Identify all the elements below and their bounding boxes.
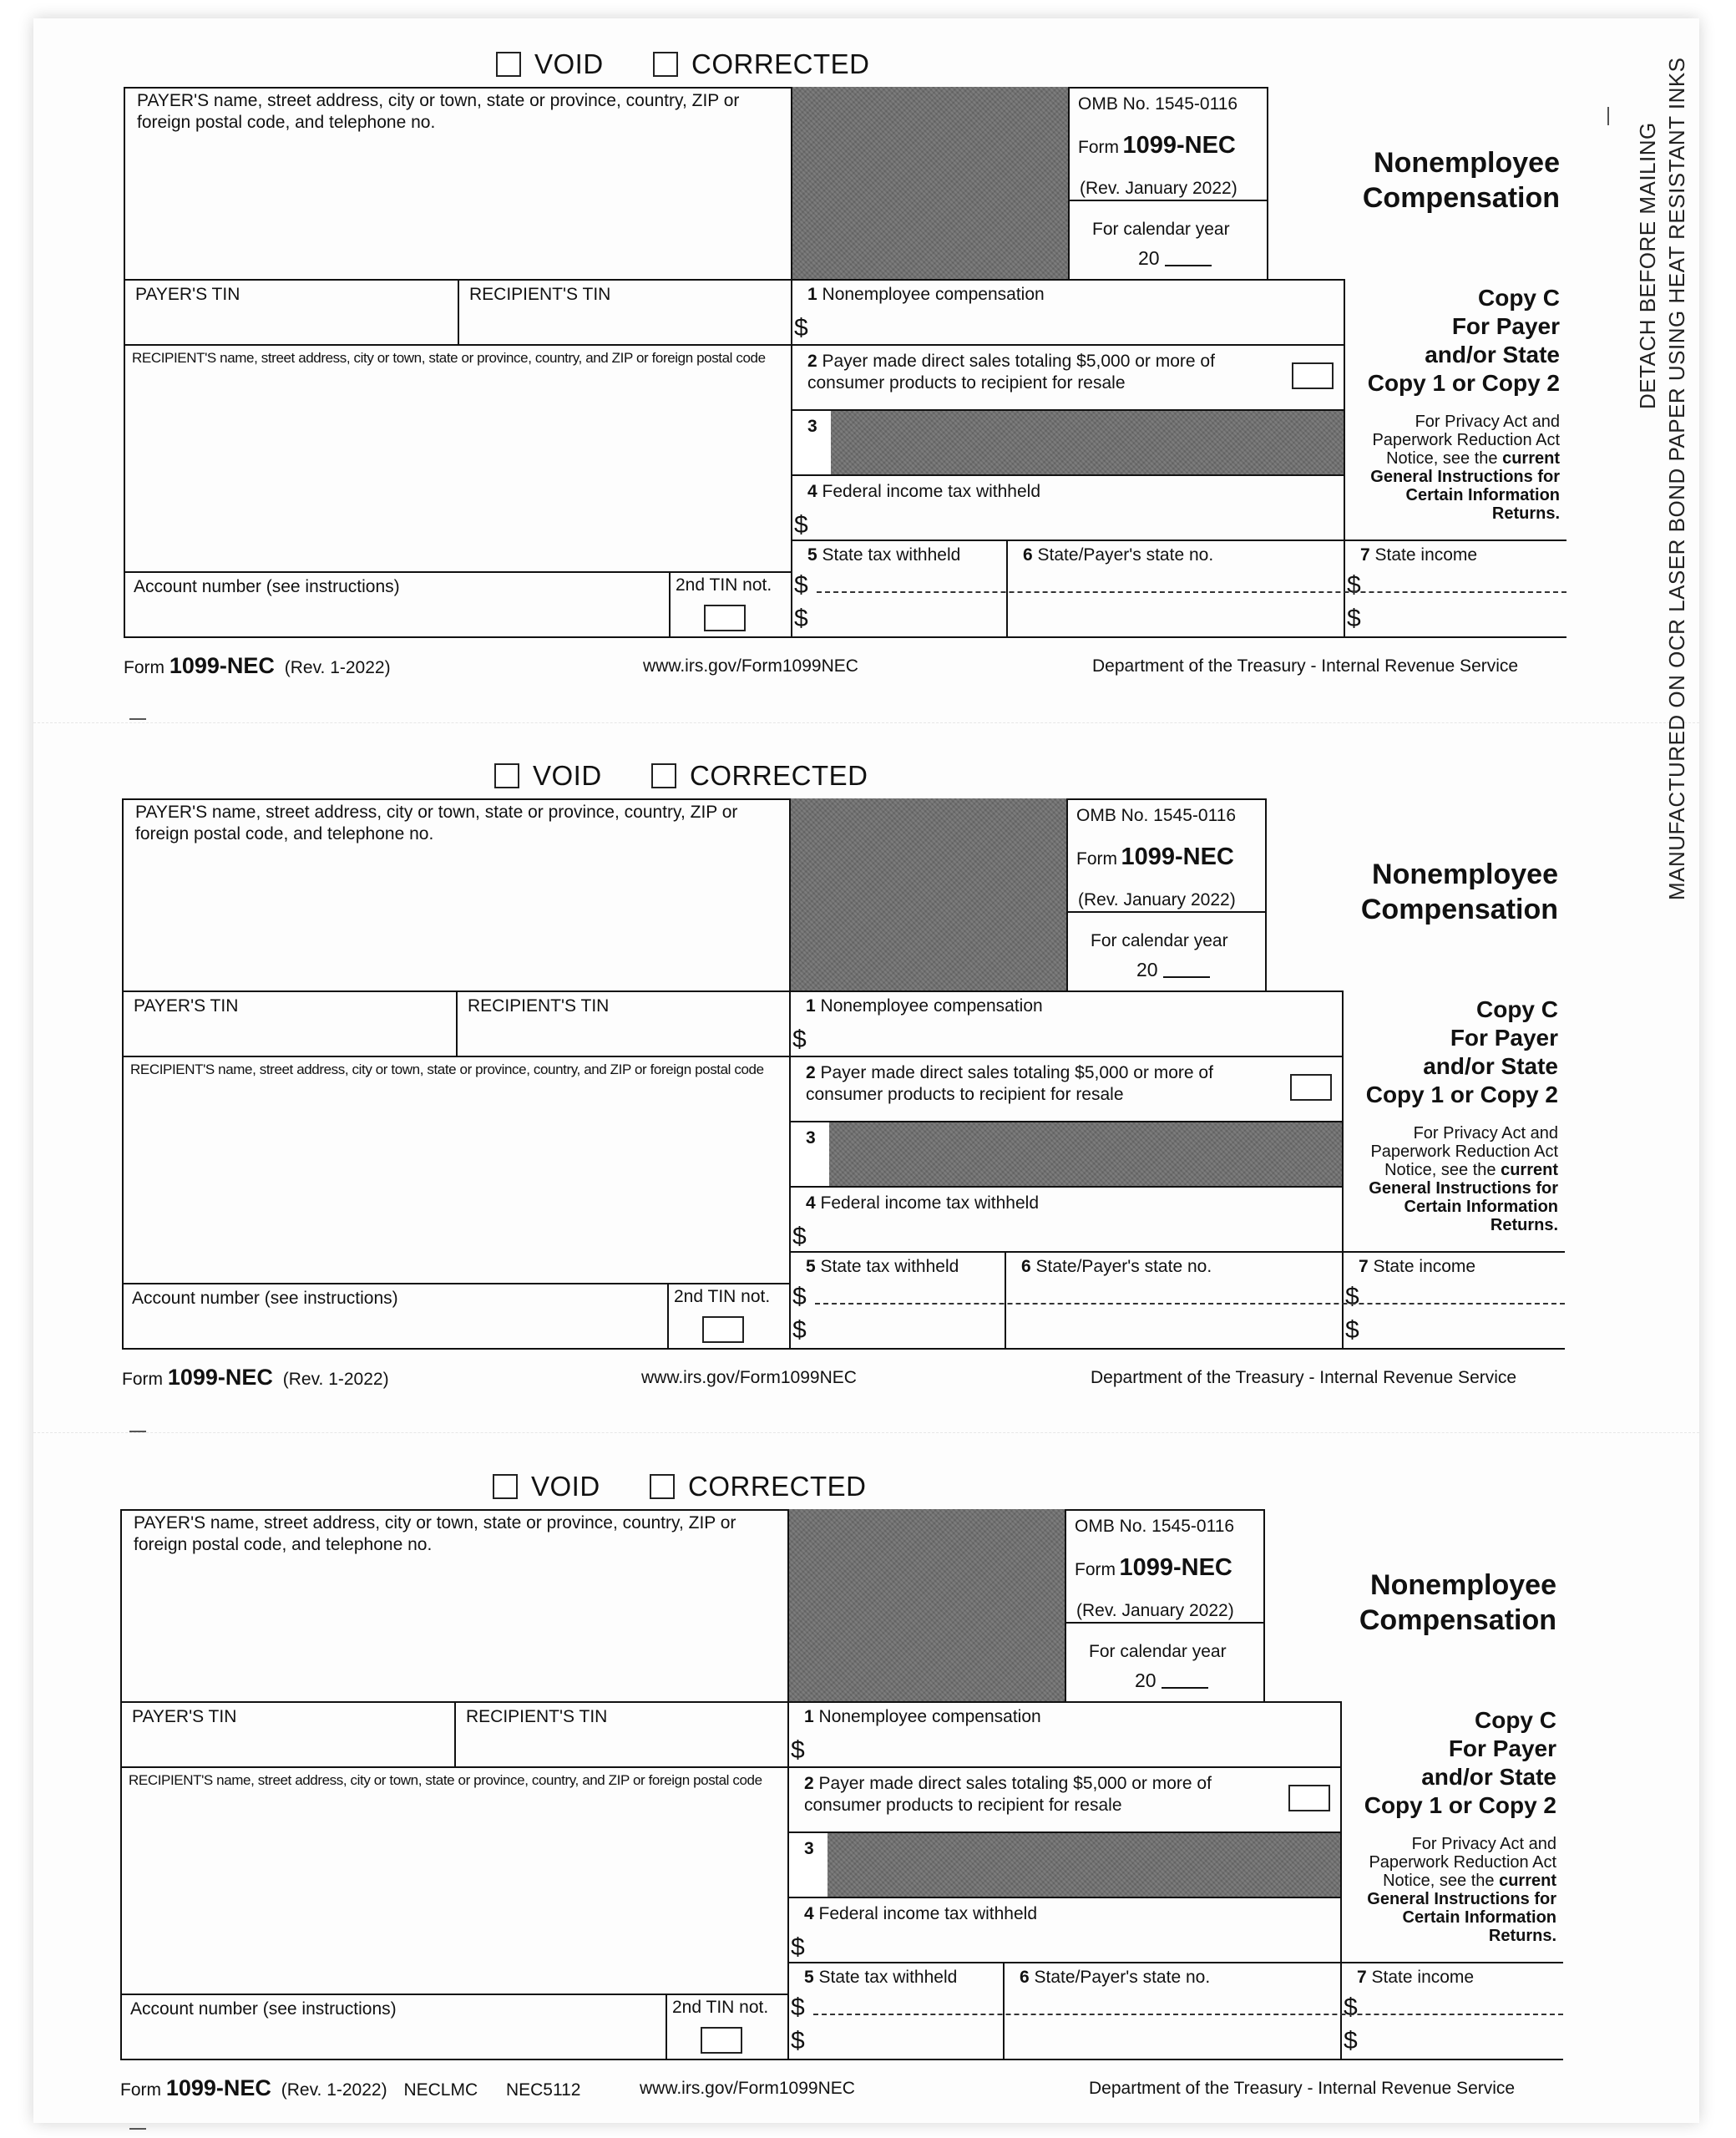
box4-number: 4 xyxy=(806,1193,816,1213)
second-tin-label: 2nd TIN not. xyxy=(676,575,772,595)
box2-number: 2 xyxy=(807,352,817,371)
box4-text: Federal income tax withheld xyxy=(820,1193,1039,1213)
box4-number: 4 xyxy=(807,482,817,501)
copy-c-line1: Copy C xyxy=(1478,285,1560,311)
dollar-sign: $ xyxy=(792,1026,807,1053)
corrected-label: CORRECTED xyxy=(690,760,868,791)
dollar-sign: $ xyxy=(792,1223,807,1250)
footer-form-prefix: Form xyxy=(124,658,164,677)
second-tin-checkbox[interactable] xyxy=(702,1316,744,1343)
box2-field xyxy=(791,344,1345,411)
box2-checkbox[interactable] xyxy=(1292,362,1334,389)
calendar-year-label: For calendar year xyxy=(1089,1642,1227,1661)
box5-label xyxy=(806,1256,959,1278)
box7-field[interactable] xyxy=(1340,1962,1563,2060)
divider xyxy=(1065,1622,1265,1624)
box1-text: Nonemployee compensation xyxy=(818,1707,1041,1726)
box2-label xyxy=(804,1773,1272,1816)
box7-text: State income xyxy=(1371,1968,1475,1987)
calendar-year-prefix: 20 xyxy=(1135,1669,1156,1691)
copy-c-line2: For Payer xyxy=(1451,313,1560,339)
box7-field[interactable] xyxy=(1344,540,1566,638)
box4-field[interactable] xyxy=(787,1897,1342,1963)
footer-code-neclmc: NECLMC xyxy=(403,2080,478,2100)
void-checkbox[interactable] xyxy=(496,52,521,77)
box4-field[interactable] xyxy=(791,474,1345,541)
form-title-line2: Compensation xyxy=(1360,894,1558,925)
void-checkbox[interactable] xyxy=(494,763,519,788)
box7-number: 7 xyxy=(1360,545,1370,565)
dollar-sign: $ xyxy=(792,1316,807,1344)
recipient-tin-field[interactable] xyxy=(454,1701,789,1768)
box2-checkbox[interactable] xyxy=(1288,1785,1330,1811)
footer-form-number: 1099-NEC xyxy=(167,1365,273,1390)
form-prefix: Form xyxy=(1075,1560,1116,1579)
box5-text: State tax withheld xyxy=(822,545,961,565)
box2-label xyxy=(807,351,1275,394)
void-label: VOID xyxy=(533,760,602,791)
box6-label xyxy=(1021,1256,1212,1278)
account-number-field[interactable] xyxy=(120,1994,667,2060)
footer-department: Department of the Treasury - Internal Revenue Service xyxy=(1092,656,1519,676)
box2-checkbox[interactable] xyxy=(1290,1074,1332,1101)
box5-field[interactable] xyxy=(787,1962,1005,2060)
shaded-area xyxy=(791,798,1068,992)
box5-text: State tax withheld xyxy=(820,1257,959,1276)
box5-number: 5 xyxy=(806,1257,816,1276)
box6-field[interactable] xyxy=(1005,1251,1344,1350)
recipient-name-label: RECIPIENT'S name, street address, city or town, state or province, country, and ZIP or foreign postal code xyxy=(129,1772,762,1788)
box7-text: State income xyxy=(1374,545,1478,565)
privacy-notice xyxy=(1349,1124,1558,1234)
state-separator xyxy=(815,1303,1565,1305)
void-checkbox[interactable] xyxy=(493,1474,518,1499)
footer-revision: (Rev. 1-2022) xyxy=(281,2080,387,2100)
footer-department: Department of the Treasury - Internal Revenue Service xyxy=(1091,1368,1517,1387)
payer-name-label: PAYER'S name, street address, city or town, state or province, country, ZIP or foreign postal code, and telephone no. xyxy=(137,91,740,132)
box6-field[interactable] xyxy=(1006,540,1345,638)
copy-c-line4: Copy 1 or Copy 2 xyxy=(1364,1792,1556,1818)
recipient-name-field[interactable] xyxy=(120,1766,789,1995)
form-copy xyxy=(0,0,1736,710)
copy-c-line2: For Payer xyxy=(1450,1025,1558,1051)
second-tin-checkbox[interactable] xyxy=(704,605,746,631)
box4-number: 4 xyxy=(804,1904,814,1923)
recipient-tin-label: RECIPIENT'S TIN xyxy=(469,285,611,304)
form-title-line2: Compensation xyxy=(1362,182,1560,214)
payer-name-field[interactable] xyxy=(122,798,791,992)
calendar-year-prefix: 20 xyxy=(1136,959,1158,980)
box5-field[interactable] xyxy=(791,540,1008,638)
revision: (Rev. January 2022) xyxy=(1080,179,1237,198)
dollar-sign: $ xyxy=(791,1994,805,2021)
copy-c-line1: Copy C xyxy=(1476,996,1558,1022)
privacy-text: For Privacy Act and Paperwork Reduction Act Notice, see the xyxy=(1372,413,1560,468)
box6-number: 6 xyxy=(1021,1257,1031,1276)
calendar-year-field[interactable] xyxy=(1135,1669,1208,1691)
dollar-sign: $ xyxy=(791,1933,805,1961)
omb-number: OMB No. 1545-0116 xyxy=(1078,94,1238,114)
payer-tin-label: PAYER'S TIN xyxy=(135,285,240,304)
omb-number: OMB No. 1545-0116 xyxy=(1076,806,1237,825)
form-copy xyxy=(0,712,1734,1421)
payer-name-field[interactable] xyxy=(120,1509,789,1703)
copy-c-line3: and/or State xyxy=(1425,342,1560,367)
box7-number: 7 xyxy=(1357,1968,1367,1987)
void-label: VOID xyxy=(534,48,604,79)
footer-url[interactable]: www.irs.gov/Form1099NEC xyxy=(641,1368,857,1387)
calendar-year-blank[interactable] xyxy=(1163,976,1210,978)
footer-form-prefix: Form xyxy=(120,2080,161,2100)
calendar-year-blank[interactable] xyxy=(1162,1687,1208,1689)
corrected-checkbox[interactable] xyxy=(650,1474,675,1499)
recipient-name-label: RECIPIENT'S name, street address, city or town, state or province, country, and ZIP or foreign postal code xyxy=(132,350,766,366)
payer-tin-field[interactable] xyxy=(122,990,458,1057)
shaded-area xyxy=(792,87,1070,281)
footer-form-id xyxy=(120,2075,580,2101)
privacy-bold-text: current General Instructions for Certain Information Returns. xyxy=(1367,1872,1556,1945)
form-number-text: 1099-NEC xyxy=(1119,1554,1232,1581)
form-number xyxy=(1078,132,1236,160)
footer-form-number: 1099-NEC xyxy=(169,653,275,678)
box7-label xyxy=(1357,1967,1474,1989)
privacy-bold-text: current General Instructions for Certain Information Returns. xyxy=(1369,1161,1558,1234)
box1-label xyxy=(804,1706,1041,1728)
dollar-sign: $ xyxy=(1344,2027,1358,2054)
form-number-text: 1099-NEC xyxy=(1121,844,1234,870)
form-prefix: Form xyxy=(1078,138,1119,157)
box1-number: 1 xyxy=(806,996,816,1016)
divider xyxy=(1066,911,1267,913)
account-number-label: Account number (see instructions) xyxy=(130,1999,397,2019)
second-tin-notice xyxy=(667,1283,791,1350)
revision: (Rev. January 2022) xyxy=(1076,1601,1234,1620)
form-1099-nec xyxy=(120,1509,1563,2100)
privacy-bold-text: current General Instructions for Certain Information Returns. xyxy=(1370,449,1560,523)
privacy-notice xyxy=(1348,1835,1556,1945)
dollar-sign: $ xyxy=(1344,1994,1358,2021)
box2-text: Payer made direct sales totaling $5,000 or more of consumer products to recipient for resale xyxy=(807,352,1215,393)
box6-number: 6 xyxy=(1020,1968,1030,1987)
second-tin-label: 2nd TIN not. xyxy=(672,1998,769,2017)
account-number-label: Account number (see instructions) xyxy=(132,1289,398,1308)
dollar-sign: $ xyxy=(794,314,808,342)
box3-field xyxy=(787,1831,1342,1898)
box2-number: 2 xyxy=(804,1774,814,1793)
corrected-label: CORRECTED xyxy=(688,1471,867,1502)
account-number-field[interactable] xyxy=(124,571,671,638)
box4-text: Federal income tax withheld xyxy=(818,1904,1037,1923)
box5-field[interactable] xyxy=(789,1251,1006,1350)
payer-name-field[interactable] xyxy=(124,87,792,281)
copy-c-line1: Copy C xyxy=(1475,1707,1556,1733)
second-tin-notice xyxy=(666,1994,789,2060)
box1-label xyxy=(806,996,1043,1017)
box1-field[interactable] xyxy=(789,990,1344,1057)
omb-number: OMB No. 1545-0116 xyxy=(1075,1517,1235,1536)
account-number-field[interactable] xyxy=(122,1283,669,1350)
box6-label xyxy=(1023,545,1213,566)
revision: (Rev. January 2022) xyxy=(1078,890,1236,909)
form-number-text: 1099-NEC xyxy=(1122,132,1236,159)
copy-c-line4: Copy 1 or Copy 2 xyxy=(1367,370,1560,396)
footer-form-id xyxy=(122,1365,389,1391)
box6-text: State/Payer's state no. xyxy=(1035,1257,1212,1276)
recipient-name-label: RECIPIENT'S name, street address, city or town, state or province, country, and ZIP or foreign postal code xyxy=(130,1061,764,1077)
form-title-line1: Nonemployee xyxy=(1374,147,1560,179)
shaded-area xyxy=(789,1509,1066,1703)
payer-tin-field[interactable] xyxy=(124,279,459,346)
box6-text: State/Payer's state no. xyxy=(1034,1968,1211,1987)
form-prefix: Form xyxy=(1076,849,1117,869)
footer-url[interactable]: www.irs.gov/Form1099NEC xyxy=(643,656,858,676)
calendar-year-field[interactable] xyxy=(1136,959,1210,980)
void-label: VOID xyxy=(531,1471,600,1502)
dollar-sign: $ xyxy=(1345,1316,1359,1344)
footer-form-id xyxy=(124,653,391,679)
form-1099-nec xyxy=(124,87,1566,678)
box1-number: 1 xyxy=(804,1707,814,1726)
dollar-sign: $ xyxy=(1347,571,1361,599)
copy-c-line2: For Payer xyxy=(1448,1735,1556,1761)
state-separator xyxy=(813,2014,1563,2015)
box2-field xyxy=(787,1766,1342,1833)
box2-number: 2 xyxy=(806,1063,816,1082)
box4-label xyxy=(804,1903,1037,1925)
form-title-line2: Compensation xyxy=(1359,1604,1556,1636)
privacy-text: For Privacy Act and Paperwork Reduction Act Notice, see the xyxy=(1369,1835,1556,1890)
privacy-text: For Privacy Act and Paperwork Reduction Act Notice, see the xyxy=(1370,1124,1558,1179)
form-title-line1: Nonemployee xyxy=(1370,1569,1556,1601)
dollar-sign: $ xyxy=(1345,1283,1359,1310)
box4-text: Federal income tax withheld xyxy=(822,482,1040,501)
copy-c-line4: Copy 1 or Copy 2 xyxy=(1365,1082,1558,1107)
recipient-tin-field[interactable] xyxy=(458,279,792,346)
box3-shade xyxy=(829,1122,1342,1186)
box4-label xyxy=(806,1193,1039,1214)
state-separator xyxy=(817,591,1566,593)
second-tin-checkbox[interactable] xyxy=(701,2027,742,2054)
privacy-notice xyxy=(1351,413,1560,523)
box1-field[interactable] xyxy=(787,1701,1342,1768)
copy-c-line3: and/or State xyxy=(1423,1053,1558,1079)
box2-text: Payer made direct sales totaling $5,000 or more of consumer products to recipient for resale xyxy=(806,1063,1213,1104)
footer-form-number: 1099-NEC xyxy=(165,2075,271,2100)
box5-number: 5 xyxy=(807,545,817,565)
payer-name-label: PAYER'S name, street address, city or town, state or province, country, ZIP or foreign postal code, and telephone no. xyxy=(135,803,738,844)
box3-shade xyxy=(828,1833,1340,1897)
calendar-year-field[interactable] xyxy=(1138,247,1212,269)
account-number-label: Account number (see instructions) xyxy=(134,577,400,596)
box3-field xyxy=(789,1121,1344,1188)
box3-shade xyxy=(831,411,1344,474)
side-text-manufactured: MANUFACTURED ON OCR LASER BOND PAPER USING HEAT RESISTANT INKS xyxy=(1664,57,1689,900)
box1-text: Nonemployee compensation xyxy=(820,996,1043,1016)
second-tin-notice xyxy=(669,571,792,638)
recipient-tin-label: RECIPIENT'S TIN xyxy=(466,1707,608,1726)
calendar-year-label: For calendar year xyxy=(1091,931,1228,950)
box3-number: 3 xyxy=(804,1839,814,1858)
box7-field[interactable] xyxy=(1342,1251,1565,1350)
dollar-sign: $ xyxy=(794,605,808,632)
form-title-line1: Nonemployee xyxy=(1372,859,1558,890)
footer-department: Department of the Treasury - Internal Revenue Service xyxy=(1089,2079,1516,2098)
box6-label xyxy=(1020,1967,1210,1989)
box1-number: 1 xyxy=(807,285,817,304)
box2-field xyxy=(789,1056,1344,1122)
copy-c-line3: and/or State xyxy=(1421,1764,1556,1790)
corrected-checkbox[interactable] xyxy=(651,763,676,788)
dollar-sign: $ xyxy=(1347,605,1361,632)
form-number xyxy=(1076,844,1234,871)
second-tin-label: 2nd TIN not. xyxy=(674,1287,771,1306)
box1-field[interactable] xyxy=(791,279,1345,346)
payer-tin-field[interactable] xyxy=(120,1701,456,1768)
dollar-sign: $ xyxy=(794,571,808,599)
box7-label xyxy=(1359,1256,1475,1278)
divider xyxy=(1340,1701,1342,1997)
footer-url[interactable]: www.irs.gov/Form1099NEC xyxy=(640,2079,855,2098)
recipient-name-field[interactable] xyxy=(122,1056,791,1284)
footer-form-prefix: Form xyxy=(122,1370,163,1389)
calendar-year-prefix: 20 xyxy=(1138,247,1160,269)
box4-label xyxy=(807,481,1040,503)
box1-label xyxy=(807,284,1045,306)
dollar-sign: $ xyxy=(791,1736,805,1764)
recipient-tin-field[interactable] xyxy=(456,990,791,1057)
box3-number: 3 xyxy=(806,1128,816,1148)
dollar-sign: $ xyxy=(794,511,808,539)
box5-label xyxy=(807,545,960,566)
recipient-name-field[interactable] xyxy=(124,344,792,573)
box5-label xyxy=(804,1967,957,1989)
calendar-year-blank[interactable] xyxy=(1165,265,1212,266)
box7-number: 7 xyxy=(1359,1257,1369,1276)
calendar-year-label: For calendar year xyxy=(1092,220,1230,239)
box2-text: Payer made direct sales totaling $5,000 or more of consumer products to recipient for resale xyxy=(804,1774,1212,1815)
box6-field[interactable] xyxy=(1003,1962,1342,2060)
form-1099-nec xyxy=(122,798,1565,1390)
box7-text: State income xyxy=(1373,1257,1476,1276)
footer-revision: (Rev. 1-2022) xyxy=(282,1370,389,1389)
box2-label xyxy=(806,1062,1273,1106)
box5-text: State tax withheld xyxy=(818,1968,958,1987)
box6-number: 6 xyxy=(1023,545,1033,565)
footer-code-nec5112: NEC5112 xyxy=(505,2080,581,2100)
corrected-label: CORRECTED xyxy=(691,48,870,79)
corrected-checkbox[interactable] xyxy=(653,52,678,77)
box7-label xyxy=(1360,545,1477,566)
box3-number: 3 xyxy=(807,417,817,436)
recipient-tin-label: RECIPIENT'S TIN xyxy=(468,996,610,1016)
divider xyxy=(1068,200,1268,201)
box6-text: State/Payer's state no. xyxy=(1037,545,1214,565)
dollar-sign: $ xyxy=(792,1283,807,1310)
payer-tin-label: PAYER'S TIN xyxy=(134,996,239,1016)
payer-tin-label: PAYER'S TIN xyxy=(132,1707,237,1726)
dollar-sign: $ xyxy=(791,2027,805,2054)
form-number xyxy=(1075,1554,1232,1582)
form-copy xyxy=(0,1422,1733,2132)
footer-revision: (Rev. 1-2022) xyxy=(284,658,391,677)
payer-name-label: PAYER'S name, street address, city or town, state or province, country, ZIP or foreign postal code, and telephone no. xyxy=(134,1513,736,1554)
box1-text: Nonemployee compensation xyxy=(822,285,1045,304)
box5-number: 5 xyxy=(804,1968,814,1987)
box3-field xyxy=(791,409,1345,476)
divider xyxy=(1344,279,1345,575)
box4-field[interactable] xyxy=(789,1186,1344,1253)
divider xyxy=(1342,990,1344,1286)
side-text-detach: DETACH BEFORE MAILING xyxy=(1635,122,1660,409)
